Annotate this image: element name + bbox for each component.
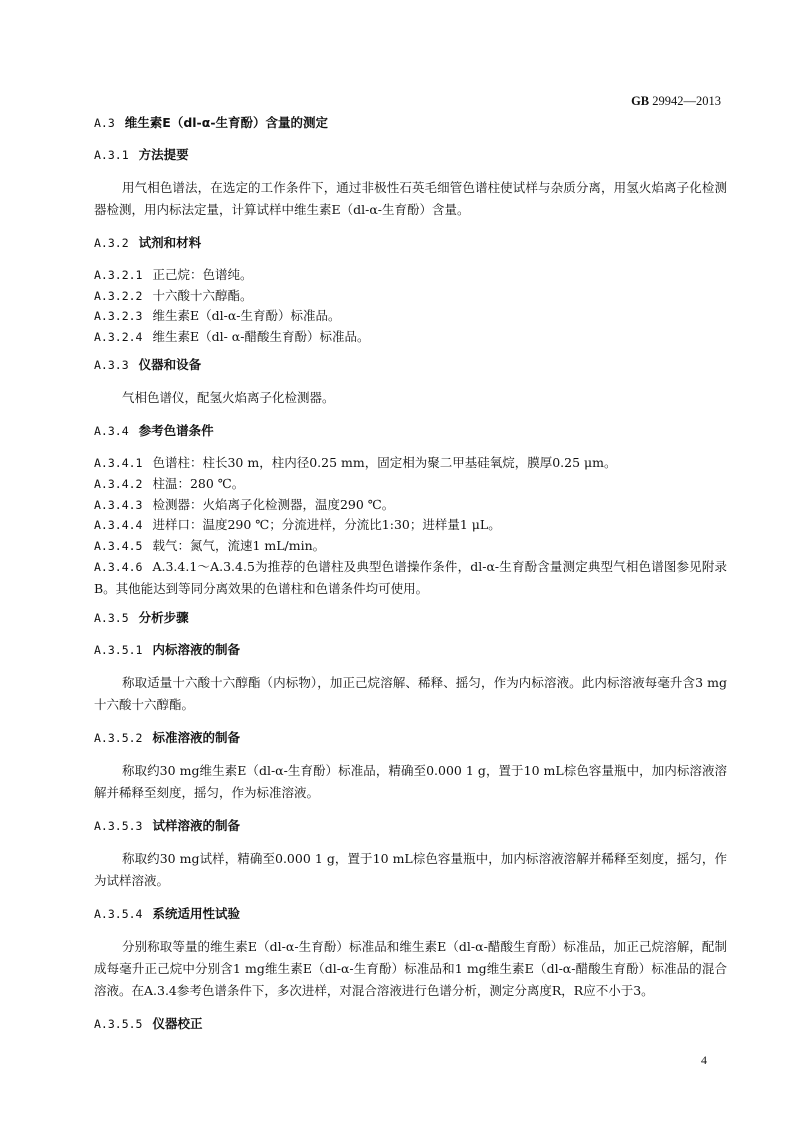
section-heading-a3: A.3 维生素E（dl-α-生育酚）含量的测定 bbox=[94, 115, 329, 130]
section-heading-a31: A.3.1 方法提要 bbox=[94, 147, 189, 162]
section-heading-a354: A.3.5.4 系统适用性试验 bbox=[94, 906, 240, 922]
section-heading-a35: A.3.5 分析步骤 bbox=[94, 610, 189, 626]
list-item-reagent: A.3.2.1 正己烷：色谱纯。 bbox=[94, 267, 253, 282]
list-item-reagent: A.3.2.2 十六酸十六醇酯。 bbox=[94, 287, 253, 303]
standard-code-header: GB 29942—2013 bbox=[631, 94, 721, 108]
list-item-condition: A.3.4.5 载气：氮气，流速1 mL/min。 bbox=[94, 537, 326, 553]
list-item-condition: A.3.4.4 进样口：温度290 ℃；分流进样，分流比1:30；进样量1 μL。 bbox=[94, 517, 501, 533]
paragraph-system-suitability: 分别称取等量的维生素E（dl-α-生育酚）标准品和维生素E（dl-α-醋酸生育酚）标准品，加正己烷溶解，配制成每毫升正己烷中分别含1 mg维生素E（dl-α-生育酚）标准品和1 mg维生素E（dl-α-醋酸生育酚）标准品的混合溶液。在A.3.4参考色谱条件下，多次进样，对混合溶液进行色谱分析，测定分离度R，R应不小于3。 bbox=[94, 939, 727, 999]
section-heading-a353: A.3.5.3 试样溶液的制备 bbox=[94, 818, 240, 834]
list-item-condition: A.3.4.3 检测器：火焰离子化检测器，温度290 ℃。 bbox=[94, 496, 395, 512]
paragraph-sample-solution: 称取约30 mg试样，精确至0.000 1 g，置于10 mL棕色容量瓶中，加内标溶液溶解并稀释至刻度，摇匀，作为试样溶液。 bbox=[94, 851, 727, 889]
list-item-reagent: A.3.2.3 维生素E（dl-α-生育酚）标准品。 bbox=[94, 308, 341, 324]
section-heading-a355: A.3.5.5 仪器校正 bbox=[94, 1016, 203, 1032]
section-heading-a32: A.3.2 试剂和材料 bbox=[94, 235, 202, 250]
section-heading-a34: A.3.4 参考色谱条件 bbox=[94, 423, 214, 439]
list-item-condition: A.3.4.2 柱温：280 ℃。 bbox=[94, 475, 245, 491]
paragraph-standard-solution: 称取约30 mg维生素E（dl-α-生育酚）标准品，精确至0.000 1 g，置于10 mL棕色容量瓶中，加内标溶液溶解并稀释至刻度，摇匀，作为标准溶液。 bbox=[94, 763, 727, 801]
document-body bbox=[94, 113, 727, 1046]
list-item-condition-note: A.3.4.6 A.3.4.1～A.3.4.5为推荐的色谱柱及典型色谱操作条件，dl-α-生育酚含量测定典型气相色谱图参见附录B。其他能达到等同分离效果的色谱柱和色谱条件均可使用。 bbox=[94, 559, 727, 597]
list-item-condition: A.3.4.1 色谱柱：柱长30 m，柱内径0.25 mm，固定相为聚二甲基硅氧烷，膜厚0.25 μm。 bbox=[94, 455, 617, 471]
section-heading-a352: A.3.5.2 标准溶液的制备 bbox=[94, 730, 240, 746]
section-heading-a33: A.3.3 仪器和设备 bbox=[94, 357, 202, 373]
section-heading-a351: A.3.5.1 内标溶液的制备 bbox=[94, 642, 240, 658]
page-number: 4 bbox=[701, 1053, 707, 1067]
list-item-reagent: A.3.2.4 维生素E（dl- α-醋酸生育酚）标准品。 bbox=[94, 328, 370, 344]
paragraph-instruments: 气相色谱仪，配氢火焰离子化检测器。 bbox=[122, 390, 335, 406]
paragraph-method-summary: 用气相色谱法，在选定的工作条件下，通过非极性石英毛细管色谱柱使试样与杂质分离，用氢火焰离子化检测器检测，用内标法定量，计算试样中维生素E（dl-α-生育酚）含量。 bbox=[94, 180, 727, 217]
paragraph-internal-standard: 称取适量十六酸十六醇酯（内标物），加正己烷溶解、稀释、摇匀，作为内标溶液。此内标溶液每毫升含3 mg十六酸十六醇酯。 bbox=[94, 675, 727, 713]
